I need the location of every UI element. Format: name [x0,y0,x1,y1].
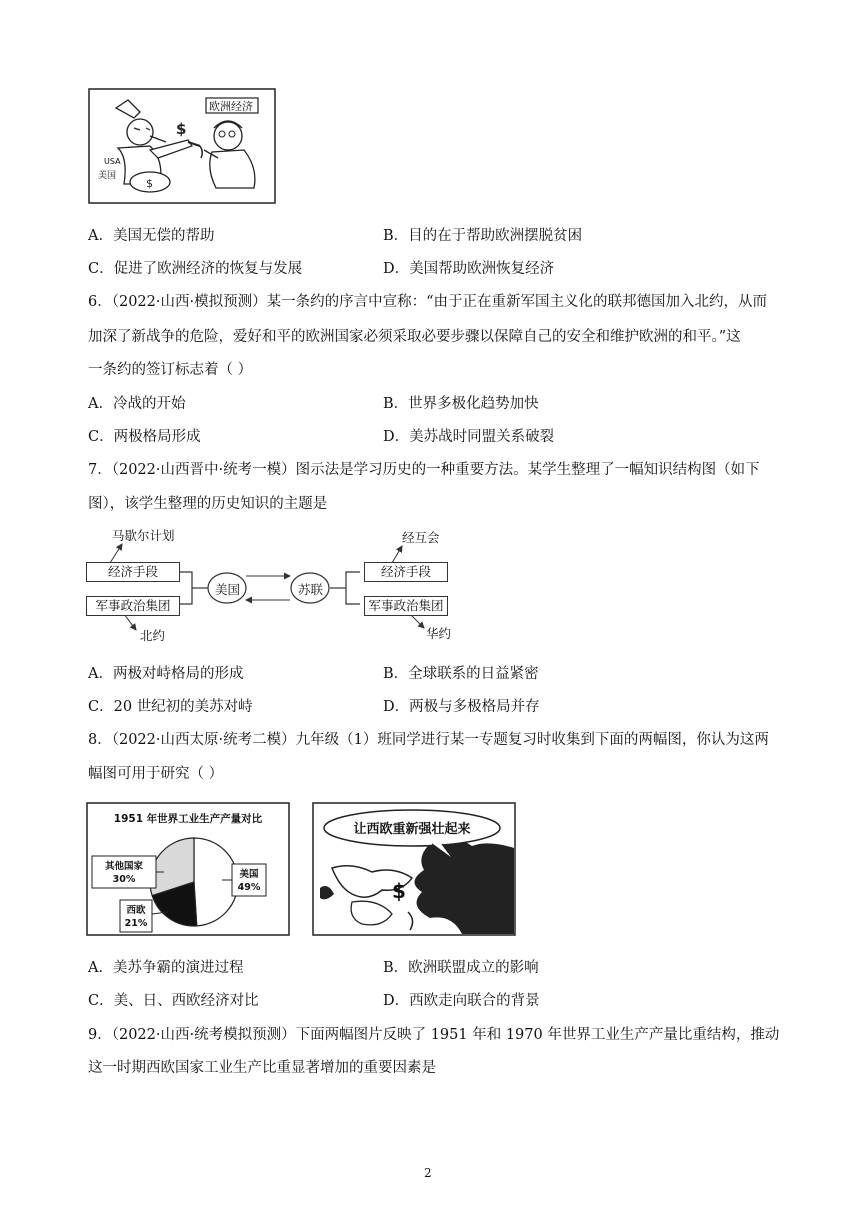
pie-pct-weu: 21% [124,918,148,929]
svg-text:$: $ [146,177,153,190]
q9-stem-line1: 9．（2022·山西·统考模拟预测）下面两幅图片反映了 1951 年和 1970 年世界工业生产产量比重结构，推动 [88,1027,780,1043]
q6-stem-line3: 一条约的签订标志着（ ） [88,362,253,378]
cartoon-marshall-plan [88,88,276,204]
warsaw-pact-label: 华约 [426,626,452,641]
q7-option-b: B．全球联系的日益紧密 [383,666,539,682]
nato-label: 北约 [140,628,166,643]
cartoon2-bubble-text: 让西欧重新强壮起来 [353,822,471,837]
q8-option-c: C．美、日、西欧经济对比 [88,993,259,1009]
knowledge-structure-diagram [80,526,460,644]
q8-stem-line2: 幅图可用于研究（ ） [88,766,224,782]
q8-option-b: B．欧洲联盟成立的影响 [383,960,539,976]
cartoon2-drawing [312,802,516,936]
q7-option-d: D．两极与多极格局并存 [383,699,540,715]
q6-option-d: D．美苏战时同盟关系破裂 [383,429,555,445]
q9-stem-line2: 这一时期西欧国家工业生产比重显著增加的重要因素是 [88,1060,436,1076]
q6-stem-line1: 6．（2022·山西·模拟预测）某一条约的序言中宣称：“由于正在重新军国主义化的联邦德国加入北约，从而 [88,294,768,310]
cartoon2-money: $ [392,879,406,903]
q7-option-c: C．20 世纪初的美苏对峙 [88,699,253,715]
econ-means-right-box: 经济手段 [364,562,448,582]
pie-label-weu: 西欧 [126,905,146,916]
q8-option-d: D．西欧走向联合的背景 [383,993,540,1009]
q5-option-c: C．促进了欧洲经济的恢复与发展 [88,261,303,277]
q8-stem-line1: 8．（2022·山西太原·统考二模）九年级（1）班同学进行某一专题复习时收集到下面的两幅图，你认为这两 [88,732,769,748]
q6-stem-line2: 加深了新战争的危险，爱好和平的欧洲国家必须采取必要步骤以保障自己的安全和维护欧洲的和平。”这 [88,329,741,345]
q5-option-b: B．目的在于帮助欧洲摆脱贫困 [383,228,583,244]
marshall-plan-label: 马歇尔计划 [112,528,175,543]
ussr-label: 苏联 [298,582,324,597]
q8-option-a: A．美苏争霸的演进过程 [88,960,244,976]
cartoon-strengthen-western-europe [312,802,516,936]
q6-option-c: C．两极格局形成 [88,429,201,445]
pie-title: 1951 年世界工业生产产量对比 [113,813,263,825]
cartoon-drawing [88,88,276,204]
q5-option-a: A．美国无偿的帮助 [88,228,215,244]
cartoon1-label: 欧洲经济 [209,100,253,113]
svg-text:$: $ [176,120,187,138]
mil-bloc-left-box: 军事政治集团 [86,596,180,616]
q6-option-b: B．世界多极化趋势加快 [383,396,539,412]
usa-label: 美国 [215,582,241,597]
q6-option-a: A．冷战的开始 [88,396,186,412]
comecon-label: 经互会 [402,530,440,545]
q7-option-a: A．两极对峙格局的形成 [88,666,244,682]
pie-chart [86,802,290,936]
q7-stem-line1: 7．（2022·山西晋中·统考一模）图示法是学习历史的一种重要方法。某学生整理了一幅知识结构图（如下 [88,462,760,478]
mil-bloc-right-box: 军事政治集团 [364,596,448,616]
econ-means-left-box: 经济手段 [86,562,180,582]
pie-pct-other: 30% [112,874,136,885]
q5-option-d: D．美国帮助欧洲恢复经济 [383,261,555,277]
page-number: 2 [424,1166,432,1180]
cartoon1-usa-hat: USA [104,157,121,166]
cartoon1-usa-tag: 美国 [98,171,117,181]
pie-chart-figure [86,802,290,936]
pie-label-usa: 美国 [239,869,259,880]
q7-stem-line2: 图），该学生整理的历史知识的主题是 [88,496,328,512]
pie-label-other: 其他国家 [104,861,144,872]
pie-pct-usa: 49% [237,882,261,893]
